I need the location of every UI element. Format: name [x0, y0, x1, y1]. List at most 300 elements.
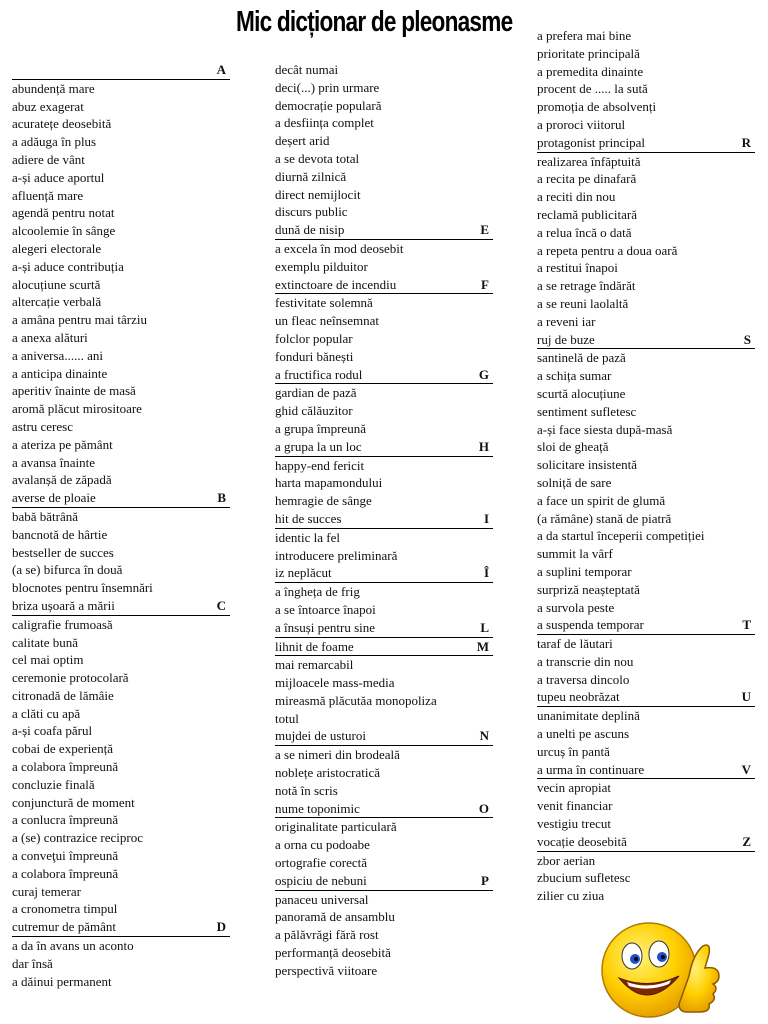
section-letter-i: I [483, 510, 489, 526]
dictionary-entry [12, 829, 230, 847]
dictionary-entry [12, 80, 230, 98]
entry-text: astru ceresc [12, 418, 73, 434]
dictionary-entry [275, 420, 493, 438]
entry-text: discurs public [275, 204, 348, 220]
dictionary-entry [275, 240, 493, 258]
dictionary-entry [275, 221, 493, 240]
entry-text: conjunctură de moment [12, 794, 135, 810]
entry-text: happy-end fericit [275, 457, 365, 473]
entry-text: ortografie corectă [275, 855, 368, 871]
section-header-a [12, 61, 230, 80]
dictionary-entry [537, 259, 755, 277]
dictionary-entry [537, 80, 755, 98]
section-letter-o: O [478, 800, 489, 816]
entry-text: babă bătrână [12, 508, 79, 524]
entry-text: curaj temerar [12, 883, 81, 899]
entry-text: democrație populară [275, 97, 382, 113]
dictionary-entry [275, 764, 493, 782]
dictionary-entry [275, 854, 493, 872]
entry-text: gardian de pază [275, 385, 357, 401]
entry-text: a cronometra timpul [12, 901, 118, 917]
entry-text: totul [275, 710, 299, 726]
section-letter-v: V [741, 761, 751, 777]
entry-text: dună de nisip [275, 222, 345, 238]
entry-text: mijloacele mass-media [275, 675, 395, 691]
section-letter-c: C [216, 597, 226, 613]
entry-text: a aniversa...... ani [12, 347, 103, 363]
entry-text: a urma în continuare [537, 761, 645, 777]
entry-text: performanță deosebită [275, 945, 391, 961]
entry-text: a fructifica rodul [275, 366, 363, 382]
dictionary-entry [275, 97, 493, 115]
entry-text: a orna cu podoabe [275, 837, 370, 853]
entry-text: cobai de experiență [12, 741, 114, 757]
entry-text: solicitare insistentă [537, 457, 638, 473]
entry-text: fonduri bănești [275, 348, 354, 364]
entry-text: procent de ..... la sută [537, 81, 648, 97]
dictionary-entry [12, 758, 230, 776]
entry-text: a reveni iar [537, 313, 596, 329]
section-letter-u: U [741, 689, 751, 705]
dictionary-entry [275, 583, 493, 601]
dictionary-entry [275, 132, 493, 150]
dictionary-entry [275, 872, 493, 891]
entry-text: a conveţui împreună [12, 848, 119, 864]
entry-text: a-și coafa părul [12, 723, 93, 739]
entry-text: a se retrage îndărăt [537, 278, 636, 294]
dictionary-entry [12, 865, 230, 883]
entry-text: aromă plăcut mirositoare [12, 401, 142, 417]
entry-text: (a se) bifurca în două [12, 562, 123, 578]
entry-text: notă în scris [275, 782, 338, 798]
dictionary-entry [275, 474, 493, 492]
dictionary-entry [12, 187, 230, 205]
dictionary-entry [12, 651, 230, 669]
entry-text: a unelti pe ascuns [537, 726, 630, 742]
dictionary-entry [537, 852, 755, 870]
entry-text: a se nimeri din brodeală [275, 747, 400, 763]
entry-text: caligrafie frumoasă [12, 616, 113, 632]
dictionary-entry [275, 674, 493, 692]
section-letter-n: N [479, 728, 489, 744]
section-letter-b: B [217, 490, 226, 506]
dictionary-entry [275, 79, 493, 97]
entry-text: vocație deosebită [537, 833, 627, 849]
entry-text: originalitate particulară [275, 819, 397, 835]
dictionary-entry [537, 527, 755, 545]
dictionary-entry [537, 331, 755, 350]
entry-text: a grupa la un loc [275, 438, 362, 454]
entry-text: abundență mare [12, 80, 95, 96]
entry-text: ospiciu de nebuni [275, 872, 367, 888]
entry-text: scurtă alocuțiune [537, 385, 626, 401]
entry-text: a colabora împreună [12, 865, 119, 881]
dictionary-entry [275, 710, 493, 728]
entry-text: citronadă de lămâie [12, 687, 114, 703]
entry-text: cutremur de pământ [12, 919, 116, 935]
entry-text: vecin apropiat [537, 780, 611, 796]
dictionary-entry [12, 276, 230, 294]
dictionary-entry [537, 779, 755, 797]
dictionary-entry [12, 418, 230, 436]
section-letter-d: D [216, 919, 226, 935]
dictionary-entry [12, 847, 230, 865]
dictionary-entry [275, 782, 493, 800]
dictionary-entry [537, 474, 755, 492]
section-letter-p: P [481, 872, 489, 888]
entry-text: a face un spirit de glumă [537, 492, 666, 508]
section-letter-t: T [742, 617, 751, 633]
dictionary-entry [275, 800, 493, 819]
entry-text: ruj de buze [537, 331, 595, 347]
dictionary-entry [537, 671, 755, 689]
entry-text: a grupa împreună [275, 420, 366, 436]
dictionary-entry [275, 891, 493, 909]
entry-text: a restitui înapoi [537, 260, 618, 276]
dictionary-entry [537, 206, 755, 224]
entry-text: a anexa alături [12, 329, 88, 345]
entry-text: bestseller de succes [12, 544, 114, 560]
entry-text: a proroci viitorul [537, 116, 626, 132]
dictionary-entry [275, 818, 493, 836]
dictionary-entry [12, 329, 230, 347]
dictionary-entry [12, 400, 230, 418]
dictionary-entry [12, 579, 230, 597]
dictionary-entry [275, 510, 493, 529]
dictionary-entry [275, 836, 493, 854]
entry-text: altercație verbală [12, 294, 102, 310]
dictionary-entry [537, 421, 755, 439]
section-letter-m: M [476, 638, 489, 654]
dictionary-entry [537, 313, 755, 331]
entry-text: bancnotă de hârtie [12, 526, 108, 542]
entry-text: concluzie finală [12, 776, 95, 792]
entry-text: reclamă publicitară [537, 206, 637, 222]
entry-text: protagonist principal [537, 134, 645, 150]
dictionary-column-2 [275, 61, 493, 980]
entry-text: festivitate solemnă [275, 295, 373, 311]
section-letter-g: G [478, 366, 489, 382]
entry-text: aperitiv înainte de masă [12, 383, 136, 399]
dictionary-entry [12, 365, 230, 383]
entry-text: alocuțiune scurtă [12, 276, 101, 292]
dictionary-entry [275, 114, 493, 132]
entry-text: surpriză neașteptată [537, 581, 640, 597]
dictionary-entry [12, 794, 230, 812]
dictionary-entry [537, 295, 755, 313]
dictionary-entry [537, 797, 755, 815]
dictionary-entry [537, 367, 755, 385]
entry-text: deșert arid [275, 133, 330, 149]
dictionary-entry [537, 349, 755, 367]
dictionary-entry [12, 133, 230, 151]
dictionary-entry [537, 188, 755, 206]
dictionary-entry [12, 616, 230, 634]
entry-text: alcoolemie în sânge [12, 223, 116, 239]
entry-text: afluență mare [12, 187, 84, 203]
entry-text: prioritate principală [537, 45, 640, 61]
dictionary-entry [275, 619, 493, 638]
section-letter-s: S [743, 331, 751, 347]
entry-text: deci(...) prin urmare [275, 79, 380, 95]
dictionary-entry [275, 276, 493, 295]
dictionary-entry [275, 944, 493, 962]
entry-text: calitate bună [12, 634, 79, 650]
entry-text: a da în avans un aconto [12, 938, 134, 954]
dictionary-entry [537, 63, 755, 81]
dictionary-entry [537, 170, 755, 188]
dictionary-entry [12, 489, 230, 508]
dictionary-entry [537, 510, 755, 528]
entry-text: alegeri electorale [12, 240, 102, 256]
entry-text: sentiment sufletesc [537, 403, 637, 419]
entry-text: dar însă [12, 955, 53, 971]
entry-text: zbor aerian [537, 852, 596, 868]
entry-text: agendă pentru notat [12, 205, 115, 221]
dictionary-entry [12, 900, 230, 918]
dictionary-entry [275, 547, 493, 565]
dictionary-entry [275, 150, 493, 168]
entry-text: mireasmă plăcutăa monopoliza [275, 692, 437, 708]
dictionary-entry [275, 294, 493, 312]
entry-text: a anticipa dinainte [12, 365, 108, 381]
entry-text: a se reuni laolaltă [537, 295, 629, 311]
dictionary-entry [12, 883, 230, 901]
dictionary-entry [12, 776, 230, 794]
dictionary-entry [12, 526, 230, 544]
entry-text: a excela în mod deosebit [275, 240, 404, 256]
dictionary-entry [12, 740, 230, 758]
section-letter-e: E [480, 222, 489, 238]
entry-text: mujdei de usturoi [275, 728, 366, 744]
dictionary-entry [12, 544, 230, 562]
entry-text: acuratețe deosebită [12, 116, 112, 132]
entry-text: lihnit de foame [275, 638, 354, 654]
dictionary-entry [537, 833, 755, 852]
dictionary-entry [537, 616, 755, 635]
dictionary-entry [12, 811, 230, 829]
entry-text: nume toponimic [275, 800, 360, 816]
entry-text: briza ușoară a mării [12, 597, 115, 613]
dictionary-entry [12, 669, 230, 687]
dictionary-entry [275, 186, 493, 204]
dictionary-entry [537, 492, 755, 510]
entry-text: sloi de gheață [537, 439, 609, 455]
dictionary-entry [537, 45, 755, 63]
dictionary-entry [12, 634, 230, 652]
entry-text: a (se) contrazice reciproc [12, 830, 143, 846]
dictionary-entry [12, 471, 230, 489]
entry-text: cel mai optim [12, 652, 84, 668]
dictionary-entry [12, 687, 230, 705]
entry-text: a recita pe dinafară [537, 171, 637, 187]
entry-text: decât numai [275, 62, 339, 77]
dictionary-entry [275, 601, 493, 619]
entry-text: a suplini temporar [537, 563, 632, 579]
dictionary-entry [12, 918, 230, 937]
dictionary-entry [537, 761, 755, 780]
entry-text: a amâna pentru mai târziu [12, 312, 147, 328]
entry-text: un fleac neînsemnat [275, 313, 379, 329]
entry-text: a îngheța de frig [275, 584, 360, 600]
section-letter: A [216, 62, 226, 77]
dictionary-entry [275, 366, 493, 385]
dictionary-entry [537, 635, 755, 653]
dictionary-column-3 [537, 27, 755, 905]
entry-text: adiere de vânt [12, 151, 85, 167]
dictionary-entry [12, 436, 230, 454]
dictionary-entry [275, 908, 493, 926]
dictionary-entry [12, 955, 230, 973]
entry-text: mai remarcabil [275, 657, 354, 673]
dictionary-entry [537, 153, 755, 171]
dictionary-entry [12, 169, 230, 187]
entry-text: introducere preliminară [275, 547, 398, 563]
entry-text: a repeta pentru a doua oară [537, 242, 678, 258]
dictionary-entry [12, 151, 230, 169]
entry-text: diurnă zilnică [275, 168, 347, 184]
dictionary-entry [275, 492, 493, 510]
entry-text: harta mapamondului [275, 475, 383, 491]
dictionary-entry [12, 722, 230, 740]
dictionary-entry [537, 385, 755, 403]
entry-text: direct nemijlocit [275, 186, 361, 202]
dictionary-entry [275, 348, 493, 366]
dictionary-entry [537, 242, 755, 260]
dictionary-entry [537, 563, 755, 581]
entry-text: avalanșă de zăpadă [12, 472, 112, 488]
entry-text: a pălăvrăgi fără rost [275, 927, 379, 943]
dictionary-entry [537, 277, 755, 295]
entry-text: a relua încă o dată [537, 224, 632, 240]
dictionary-entry [537, 438, 755, 456]
entry-text: hemragie de sânge [275, 493, 372, 509]
dictionary-entry [12, 382, 230, 400]
entry-text: identic la fel [275, 529, 340, 545]
dictionary-entry [12, 597, 230, 616]
dictionary-entry [537, 134, 755, 153]
entry-text: a transcrie din nou [537, 653, 634, 669]
entry-text: tupeu neobrăzat [537, 689, 620, 705]
dictionary-entry [537, 725, 755, 743]
dictionary-entry [12, 98, 230, 116]
entry-text: promoția de absolvenți [537, 99, 657, 115]
dictionary-entry [537, 688, 755, 707]
dictionary-entry [537, 403, 755, 421]
entry-text: a dăinui permanent [12, 973, 112, 989]
section-letter-z: Z [742, 833, 751, 849]
dictionary-entry [537, 599, 755, 617]
dictionary-entry [275, 727, 493, 746]
dictionary-entry [537, 545, 755, 563]
entry-text: a clăti cu apă [12, 705, 81, 721]
dictionary-entry [275, 61, 493, 79]
dictionary-entry [275, 638, 493, 657]
entry-text: a suspenda temporar [537, 617, 644, 633]
dictionary-entry [275, 692, 493, 710]
entry-text: venit financiar [537, 798, 613, 814]
dictionary-entry [12, 347, 230, 365]
dictionary-entry [537, 887, 755, 905]
thumbs-up-smiley-icon [597, 918, 722, 1022]
entry-text: folclor popular [275, 330, 353, 346]
dictionary-entry [275, 457, 493, 475]
dictionary-entry [537, 869, 755, 887]
entry-text: realizarea înfăptuită [537, 153, 641, 169]
entry-text: a-și aduce aportul [12, 169, 105, 185]
dictionary-entry [537, 116, 755, 134]
entry-text: a ateriza pe pământ [12, 436, 113, 452]
entry-text: a adăuga în plus [12, 134, 97, 150]
dictionary-entry [275, 656, 493, 674]
dictionary-entry [537, 224, 755, 242]
dictionary-entry [275, 258, 493, 276]
section-letter-f: F [481, 276, 489, 292]
dictionary-entry [537, 27, 755, 45]
entry-text: panaceu universal [275, 891, 369, 907]
entry-text: taraf de lăutari [537, 636, 613, 652]
entry-text: a colabora împreună [12, 759, 119, 775]
dictionary-entry [537, 653, 755, 671]
entry-text: ceremonie protocolară [12, 670, 129, 686]
entry-text: (a rămâne) stană de piatră [537, 510, 672, 526]
entry-text: urcuș în pantă [537, 743, 610, 759]
entry-text: santinelă de pază [537, 350, 626, 366]
entry-text: zilier cu ziua [537, 888, 605, 904]
entry-text: a se devota total [275, 150, 360, 166]
dictionary-entry [12, 561, 230, 579]
dictionary-entry [275, 438, 493, 457]
section-letter-h: H [478, 438, 489, 454]
dictionary-entry [12, 705, 230, 723]
dictionary-entry [12, 293, 230, 311]
dictionary-column-1 [12, 61, 230, 990]
entry-text: abuz exagerat [12, 98, 84, 114]
entry-text: averse de ploaie [12, 490, 96, 506]
entry-text: a survola peste [537, 599, 615, 615]
entry-text: a schița sumar [537, 368, 612, 384]
section-letter-i: Î [483, 565, 489, 581]
dictionary-entry [12, 973, 230, 991]
entry-text: iz neplăcut [275, 565, 332, 581]
dictionary-entry [275, 529, 493, 547]
dictionary-entry [275, 746, 493, 764]
dictionary-entry [12, 508, 230, 526]
entry-text: a reciti din nou [537, 189, 616, 205]
entry-text: noblețe aristocratică [275, 765, 381, 781]
entry-text: a avansa înainte [12, 454, 96, 470]
entry-text: exemplu pilduitor [275, 258, 368, 274]
dictionary-entry [12, 258, 230, 276]
page-title: Mic dicționar de pleonasme [236, 6, 513, 38]
entry-text: a prefera mai bine [537, 28, 632, 43]
entry-text: summit la vârf [537, 546, 613, 562]
entry-text: a-și aduce contribuția [12, 258, 124, 274]
entry-text: vestigiu trecut [537, 816, 612, 832]
entry-text: a da startul începerii competiției [537, 528, 705, 544]
entry-text: panoramă de ansamblu [275, 909, 395, 925]
dictionary-entry [537, 815, 755, 833]
entry-text: a desființa complet [275, 115, 374, 131]
entry-text: a premedita dinainte [537, 63, 644, 79]
dictionary-entry [12, 311, 230, 329]
dictionary-entry [537, 743, 755, 761]
entry-text: a se întoarce înapoi [275, 601, 376, 617]
entry-text: ghid călăuzitor [275, 403, 353, 419]
dictionary-entry [537, 581, 755, 599]
dictionary-entry [12, 240, 230, 258]
entry-text: perspectivă viitoare [275, 962, 378, 978]
